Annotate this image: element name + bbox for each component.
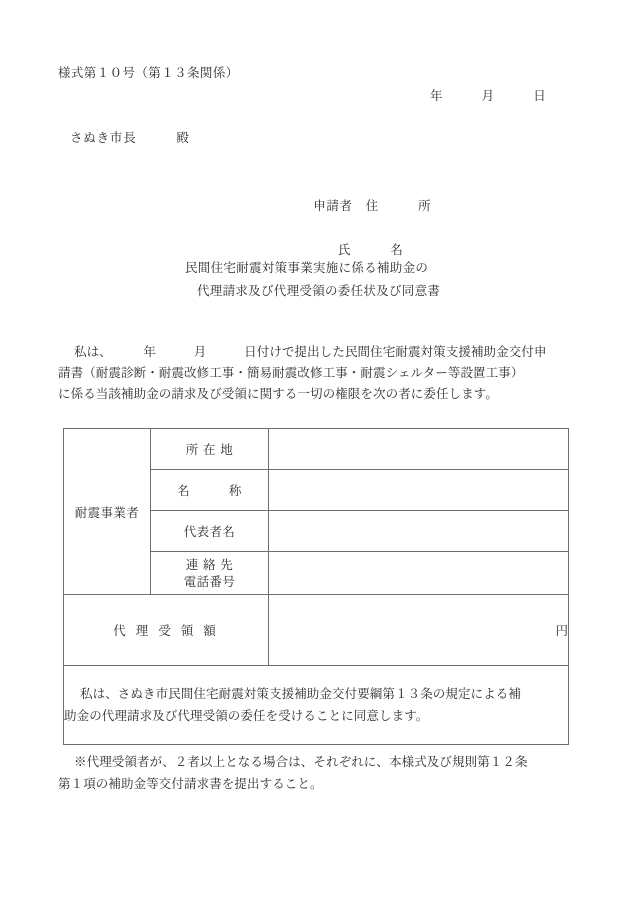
page-title: [185, 256, 440, 302]
row-label-location: 所 在 地: [151, 429, 269, 470]
row-label-phone-line2: 電話番号: [183, 574, 236, 589]
amount-value-cell[interactable]: [269, 595, 569, 666]
body-line-2: 請書（耐震診断・耐震改修工事・簡易耐震改修工事・耐震シェルター等設置工事）: [58, 365, 524, 380]
row-label-representative: 代表者名: [151, 511, 269, 552]
amount-unit: 円: [555, 623, 568, 638]
applicant-address-label: 住 所: [365, 198, 432, 213]
row-value-name[interactable]: [269, 470, 569, 511]
applicant-address-line: [313, 198, 431, 213]
footnote-line-2: 第１項の補助金等交付請求書を提出すること。: [58, 776, 323, 791]
page-title-line2: 代理請求及び代理受領の委任状及び同意書: [197, 283, 441, 298]
consent-statement-cell: [64, 666, 569, 745]
table-row: [64, 595, 569, 666]
vendor-label-cell: 耐震事業者: [64, 429, 151, 595]
footnote-line-1: ※代理受領者が、２者以上となる場合は、それぞれに、本様式及び規則第１２条: [74, 754, 528, 769]
row-label-phone-line1: 連 絡 先: [185, 557, 234, 572]
date-line: 年 月 日: [430, 88, 547, 103]
form-number: 様式第１０号（第１３条関係）: [58, 65, 239, 80]
consent-line-2: 助金の代理請求及び代理受領の委任を受けることに同意します。: [64, 708, 429, 723]
consent-line-1: 私は、さぬき市民間住宅耐震対策支援補助金交付要綱第１３条の規定による補: [80, 686, 522, 701]
addressee: さぬき市長 殿: [70, 130, 190, 145]
body-paragraph: [58, 341, 573, 404]
row-value-location[interactable]: [269, 429, 569, 470]
table-row: [64, 429, 569, 470]
page-title-line1: 民間住宅耐震対策事業実施に係る補助金の: [185, 260, 429, 275]
row-label-name: 名 称: [151, 470, 269, 511]
applicant-role-label: 申請者: [313, 198, 353, 213]
table-row: [64, 666, 569, 745]
body-line-1: 私は、 年 月 日付けで提出した民間住宅耐震対策支援補助金交付申: [74, 344, 547, 359]
delegation-table: [63, 428, 569, 745]
row-value-phone[interactable]: [269, 552, 569, 595]
row-value-representative[interactable]: [269, 511, 569, 552]
applicant-name-label: 氏 名: [338, 242, 404, 257]
amount-label-cell: 代 理 受 領 額: [64, 595, 269, 666]
footnote: [58, 751, 578, 795]
body-line-3: に係る当該補助金の請求及び受領に関する一切の権限を次の者に委任します。: [58, 386, 499, 401]
row-label-phone: [151, 552, 269, 595]
